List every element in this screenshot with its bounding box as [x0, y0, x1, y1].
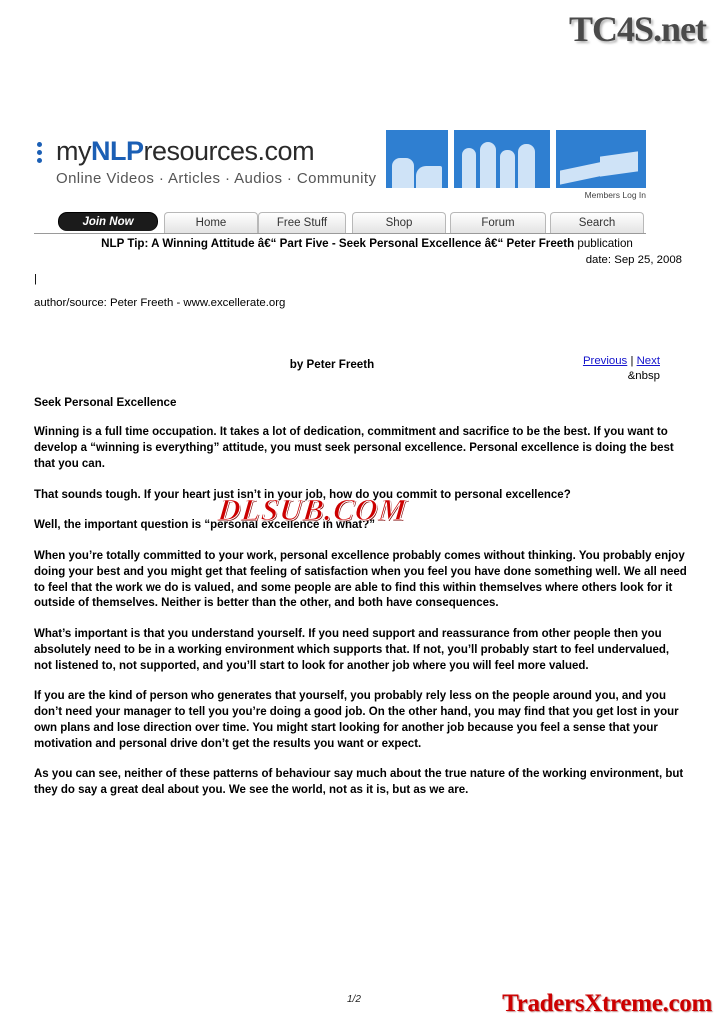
logo-prefix: my	[56, 136, 91, 166]
article-paragraph-5: What’s important is that you understand yourself. If you need support and reassurance from other people then you absolutely need to be in a working environment which supports that. If not, you’ll probably start to feel undervalued, not listened to, not supported, and you’ll start to look for another job where you will feel more valued.	[34, 628, 670, 672]
nav-tab-search[interactable]: Search	[550, 212, 644, 233]
nav-tab-free-stuff[interactable]: Free Stuff	[258, 212, 346, 233]
article-author-source: author/source: Peter Freeth - www.excellerate.org	[34, 297, 286, 310]
article-paragraph-7: As you can see, neither of these patterns of behaviour say much about the true nature of the working environment, but they do say a great deal about you. We see the world, not as it is, but as we are.	[34, 768, 684, 797]
logo-tagline: Online Videos · Articles · Audios · Community	[56, 170, 377, 187]
nav-tab-forum[interactable]: Forum	[450, 212, 546, 233]
article-title-row	[34, 236, 690, 252]
watermark-tradersxtreme: TradersXtreme.com	[502, 990, 712, 1017]
nav-divider	[34, 233, 646, 234]
nav-tab-home[interactable]: Home	[164, 212, 258, 233]
article-pager	[583, 354, 660, 385]
logo-wordmark	[56, 136, 314, 167]
publication-date: date: Sep 25, 2008	[585, 253, 682, 266]
article-paragraph-1: Winning is a full time occupation. It takes a lot of dedication, commitment and sacrifice to be the best. If you want to develop a “winning is everything” attitude, you must seek personal excellence. Personal excellence is doing the best that you can.	[34, 426, 674, 470]
site-banner	[34, 130, 646, 210]
pager-divider: |	[630, 355, 634, 367]
article-byline: by Peter Freeth	[289, 358, 375, 372]
nav-join-now-button[interactable]: Join Now	[58, 212, 158, 231]
nav-tab-shop[interactable]: Shop	[352, 212, 446, 233]
publication-label: publication	[577, 237, 633, 250]
article-title: NLP Tip: A Winning Attitude â€“ Part Five - Seek Personal Excellence â€“ Peter Freeth	[101, 237, 575, 250]
article-paragraph-6: If you are the kind of person who generates that yourself, you probably rely less on the people around you, and you don’t need your manager to tell you you’re doing a good job. On the other hand, you may find that you get lost in your own plans and lose direction over time. You might start looking for another job because you feel a sense that your motivation and personal drive don’t get the results you want or expect.	[34, 690, 679, 750]
article-paragraph-3: Well, the important question is “personal excellence in what?”	[34, 519, 376, 532]
next-link[interactable]: Next	[636, 355, 660, 367]
article-paragraph-4: When you’re totally committed to your work, personal excellence probably comes without thinking. You probably enjoy doing your best and you might get that feeling of satisfaction when you feel you have done something well. We all need to feel that the work we do is valued, and some people are able to find this within themselves where others look for it outside of themselves. Neither is better than the other, and both have consequences.	[34, 550, 687, 610]
site-logo[interactable]	[34, 130, 382, 200]
banner-photo-2	[454, 130, 550, 188]
page-number: 1/2	[347, 994, 361, 1005]
previous-link[interactable]: Previous	[582, 355, 628, 367]
watermark-dlsub: DLSUB.COM	[216, 492, 409, 527]
logo-suffix: resources.com	[143, 136, 315, 166]
logo-nlp: NLP	[91, 136, 144, 166]
banner-photo-3	[556, 130, 646, 188]
nbsp-text: &nbsp	[627, 370, 660, 383]
article-heading: Seek Personal Excellence	[34, 395, 177, 409]
article-paragraph-2: That sounds tough. If your heart just isn’t in your job, how do you commit to personal excellence?	[34, 488, 571, 501]
members-login-link[interactable]: Members Log In	[584, 190, 646, 200]
watermark-tc4s: TC4S.net	[568, 9, 706, 49]
site-navigation	[34, 212, 646, 234]
logo-dots-icon	[37, 142, 51, 164]
banner-photo-1	[386, 130, 448, 188]
pipe-separator: |	[34, 272, 37, 285]
